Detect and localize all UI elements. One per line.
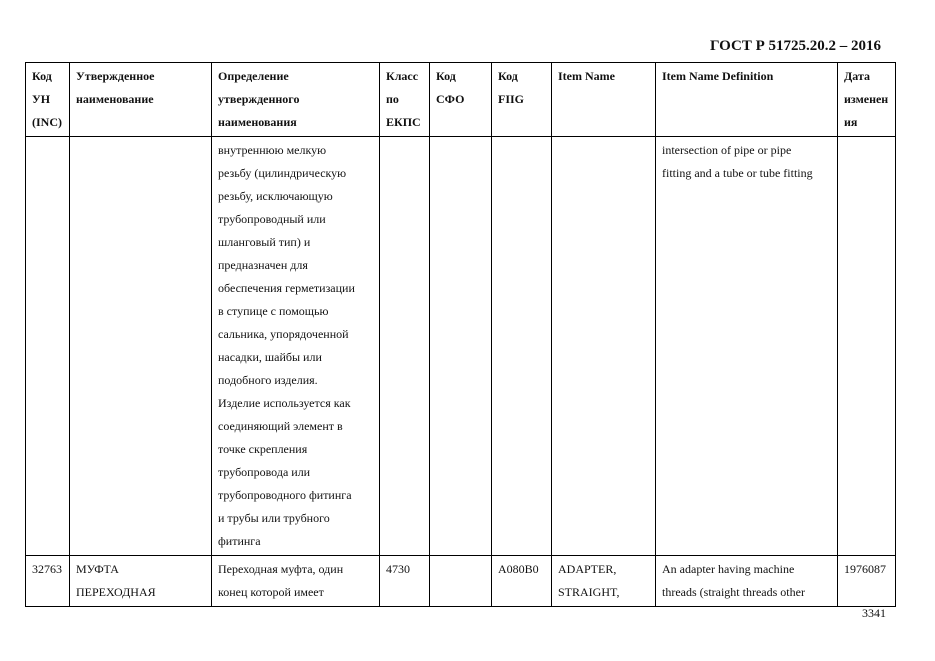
header-item-name: Item Name xyxy=(552,63,656,137)
header-approved-name: Утвержденное наименование xyxy=(70,63,212,137)
cell-inc xyxy=(26,137,70,556)
header-change-date: Дата изменен ия xyxy=(838,63,896,137)
cell-item-name-definition: An adapter having machine threads (straight threads other xyxy=(656,556,838,607)
cell-fiig-code xyxy=(492,137,552,556)
cell-ekps-class: 4730 xyxy=(380,556,430,607)
cell-ekps-class xyxy=(380,137,430,556)
cell-fiig-code: A080B0 xyxy=(492,556,552,607)
table-header-row xyxy=(26,63,896,137)
data-table xyxy=(25,62,896,607)
header-definition: Определение утвержденного наименования xyxy=(212,63,380,137)
cell-sfo-code xyxy=(430,556,492,607)
cell-change-date: 1976087 xyxy=(838,556,896,607)
header-fiig-code: Код FIIG xyxy=(492,63,552,137)
header-item-name-definition: Item Name Definition xyxy=(656,63,838,137)
header-sfo-code: Код СФО xyxy=(430,63,492,137)
cell-approved-name xyxy=(70,137,212,556)
cell-sfo-code xyxy=(430,137,492,556)
cell-definition: Переходная муфта, один конец которой имеет xyxy=(212,556,380,607)
header-inc: Код УН (INC) xyxy=(26,63,70,137)
header-ekps-class: Класс по ЕКПС xyxy=(380,63,430,137)
cell-approved-name: МУФТА ПЕРЕХОДНАЯ xyxy=(70,556,212,607)
cell-inc: 32763 xyxy=(26,556,70,607)
cell-item-name-definition: intersection of pipe or pipe fitting and a tube or tube fitting xyxy=(656,137,838,556)
table-row xyxy=(26,137,896,556)
cell-change-date xyxy=(838,137,896,556)
table-row xyxy=(26,556,896,607)
cell-definition: внутреннюю мелкую резьбу (цилиндрическую резьбу, исключающую трубопроводный или шланговый тип) и предназначен для обеспечения герметизации в ступице с помощью сальника, упорядоченной насадки, шайбы или подобного изделия. Изделие используется как соединяющий элемент в точке скрепления трубопровода или трубопроводного фитинга и трубы или трубного фитинга xyxy=(212,137,380,556)
cell-item-name: ADAPTER, STRAIGHT, xyxy=(552,556,656,607)
cell-item-name xyxy=(552,137,656,556)
document-header: ГОСТ Р 51725.20.2 – 2016 xyxy=(710,38,882,54)
page-number: 3341 xyxy=(862,606,886,620)
